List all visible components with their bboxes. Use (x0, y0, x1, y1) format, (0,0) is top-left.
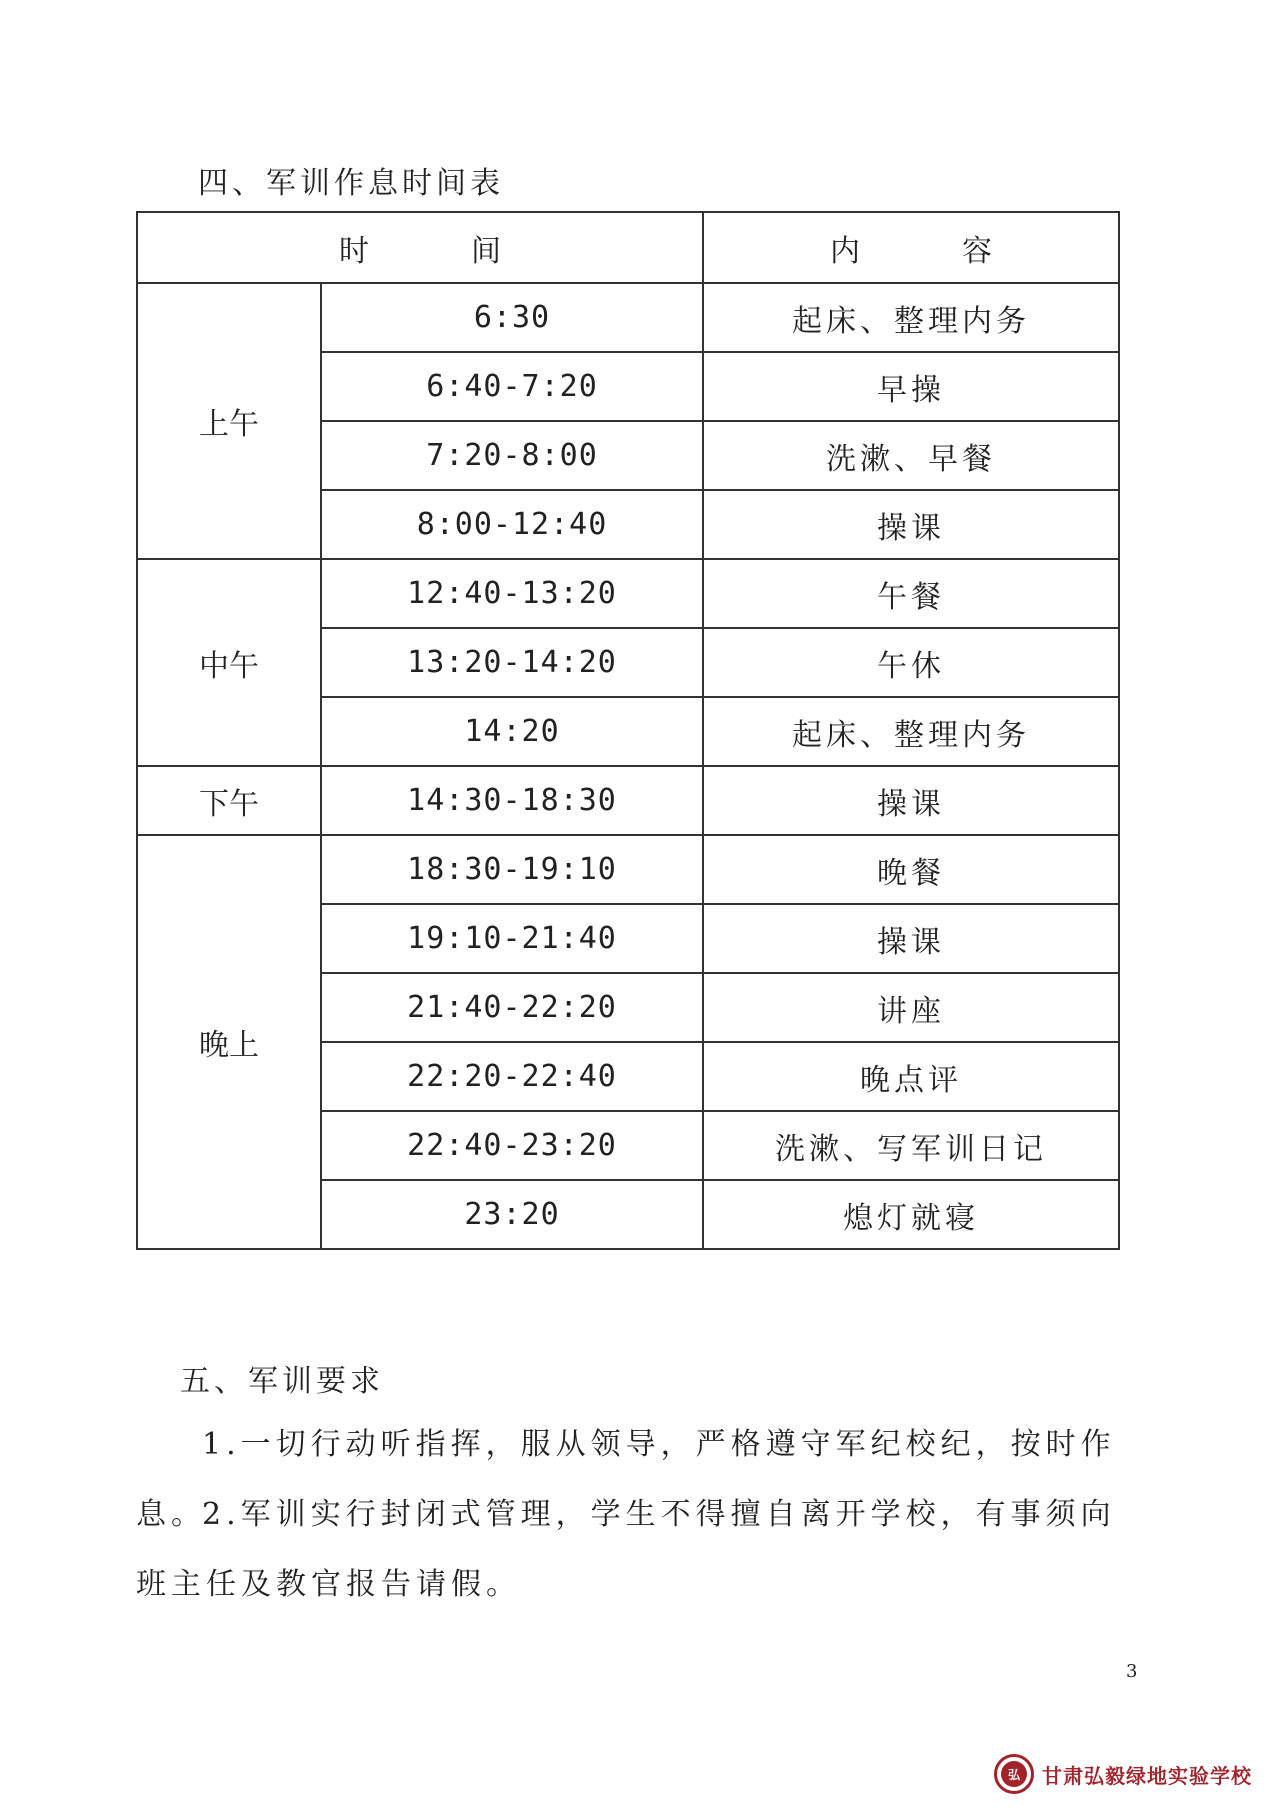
period-cell: 晚上 (137, 835, 321, 1249)
time-cell: 6:40-7:20 (321, 352, 703, 421)
time-cell: 21:40-22:20 (321, 973, 703, 1042)
period-cell: 上午 (137, 283, 321, 559)
requirement-1: 1.一切行动听指挥，服从领导，严格遵守军纪校纪，按时作息。 (136, 1427, 1116, 1532)
content-cell: 操课 (703, 904, 1119, 973)
header-content: 内 容 (703, 212, 1119, 283)
content-cell: 洗漱、早餐 (703, 421, 1119, 490)
content-cell: 操课 (703, 766, 1119, 835)
time-cell: 14:30-18:30 (321, 766, 703, 835)
time-cell: 19:10-21:40 (321, 904, 703, 973)
school-name: 甘肃弘毅绿地实验学校 (1042, 1763, 1252, 1788)
school-logo (994, 1752, 1252, 1796)
section-5-title: 五、军训要求 (180, 1364, 384, 1399)
time-cell: 7:20-8:00 (321, 421, 703, 490)
section-4-title: 四、军训作息时间表 (198, 166, 504, 201)
time-cell: 12:40-13:20 (321, 559, 703, 628)
requirement-2: 2.军训实行封闭式管理，学生不得擅自离开学校，有事须向班主任及教官报告请假。 (136, 1497, 1116, 1602)
time-cell: 13:20-14:20 (321, 628, 703, 697)
content-cell: 早操 (703, 352, 1119, 421)
page-number: 3 (1126, 1661, 1138, 1682)
period-cell: 中午 (137, 559, 321, 766)
content-cell: 熄灯就寝 (703, 1180, 1119, 1249)
school-seal-icon: 弘 (994, 1754, 1034, 1794)
content-cell: 操课 (703, 490, 1119, 559)
time-cell: 8:00-12:40 (321, 490, 703, 559)
header-time: 时 间 (137, 212, 703, 283)
table-row (137, 766, 1119, 835)
period-cell: 下午 (137, 766, 321, 835)
table-row (137, 835, 1119, 904)
time-cell: 23:20 (321, 1180, 703, 1249)
content-cell: 洗漱、写军训日记 (703, 1111, 1119, 1180)
time-cell: 18:30-19:10 (321, 835, 703, 904)
content-cell: 午休 (703, 628, 1119, 697)
content-cell: 晚点评 (703, 1042, 1119, 1111)
time-cell: 6:30 (321, 283, 703, 352)
table-row (137, 283, 1119, 352)
schedule-table (136, 211, 1120, 1250)
content-cell: 起床、整理内务 (703, 697, 1119, 766)
content-cell: 起床、整理内务 (703, 283, 1119, 352)
time-cell: 22:20-22:40 (321, 1042, 703, 1111)
time-cell: 22:40-23:20 (321, 1111, 703, 1180)
table-header-row (137, 212, 1119, 283)
content-cell: 晚餐 (703, 835, 1119, 904)
content-cell: 讲座 (703, 973, 1119, 1042)
time-cell: 14:20 (321, 697, 703, 766)
content-cell: 午餐 (703, 559, 1119, 628)
table-row (137, 559, 1119, 628)
